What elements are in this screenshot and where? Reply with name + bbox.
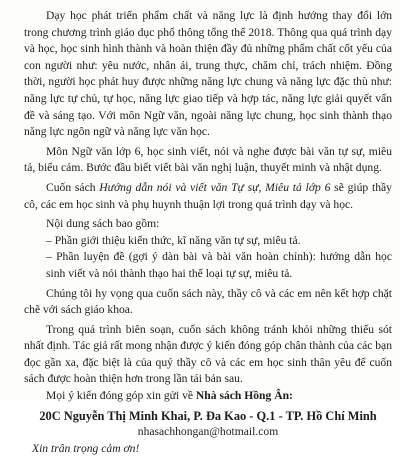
contact-lead: Mọi ý kiến đóng góp xin gửi về (46, 389, 196, 403)
publisher-email: nhasachhongan@hotmail.com (137, 425, 279, 439)
paragraph-hope: Chúng tôi hy vọng qua cuốn sách này, thầy cô và các em nên kết hợp chặt chẽ với sách giáo khoa. (24, 286, 392, 317)
contents-item-practice: – Phần luyện đề (gợi ý dàn bài và bài văn hoàn chỉnh): hướng dẫn học sinh viết và nói thành thạo hai thể loại tự sự, miêu tả. (46, 250, 392, 280)
paragraph-grade6: Môn Ngữ văn lớp 6, học sinh viết, nói và nghe được bài văn tự sự, miêu tả, biểu cảm. Bước đầu biết viết bài văn nghị luận, thuyết minh và nhật dụng. (24, 144, 392, 175)
paragraph-intro: Dạy học phát triển phẩm chất và năng lực là định hướng thay đổi lớn trong chương trình giáo dục phổ thông tổng thể 2018. Thông qua quá trình dạy và học, học sinh hình thành và hoàn thiện đầy đủ những phẩm chất cốt yếu của con người như: yêu nước, nhân ái, trung thực, chăm chỉ, trách nhiệm. Đồng thời, người học phát huy được những năng lực chung và năng lực đặc thù như: năng lực tự chủ, tự học, năng lực giao tiếp và hợp tác, năng lực giải quyết vấn đề và sáng tạo. Với môn Ngữ văn, ngoài năng lực chung, học sinh thành thạo năng lực ngôn ngữ và năng lực văn học. (24, 9, 392, 139)
book-purpose-lead: Cuốn sách (46, 180, 100, 194)
book-purpose-rest: sẽ giúp thầy cô, các em học sinh và phụ huynh thuận lợi trong quá trình dạy và học. (24, 180, 392, 211)
publisher-address: 20C Nguyễn Thị Minh Khai, P. Đa Kao - Q.1 - TP. Hồ Chí Minh (39, 408, 377, 423)
book-title: Hướng dẫn nói và viết văn Tự sự, Miêu tả lớp 6 (99, 180, 331, 194)
paragraph-feedback: Trong quá trình biên soạn, cuốn sách không tránh khỏi những thiếu sót nhất định. Tác giả rất mong nhận được ý kiến đóng góp chân thành của các bạn đọc gần xa, đặc biệt là của quý thầy cô và các em học sinh thân yêu để cuốn sách được hoàn thiện hơn trong lần tái bản sau. (24, 322, 392, 386)
paragraph-contact (24, 388, 392, 405)
contents-heading: Nội dung sách bao gồm: (46, 217, 160, 231)
closing-thanks: Xin trân trọng cảm ơn! (32, 441, 140, 455)
contents-item-theory: – Phần giới thiệu kiến thức, kĩ năng văn tự sự, miêu tả. (46, 233, 301, 247)
email-line (24, 424, 392, 441)
paragraph-book-purpose (24, 180, 392, 213)
preface-body (24, 8, 392, 457)
publisher-name: Nhà sách Hồng Ân: (195, 389, 293, 403)
